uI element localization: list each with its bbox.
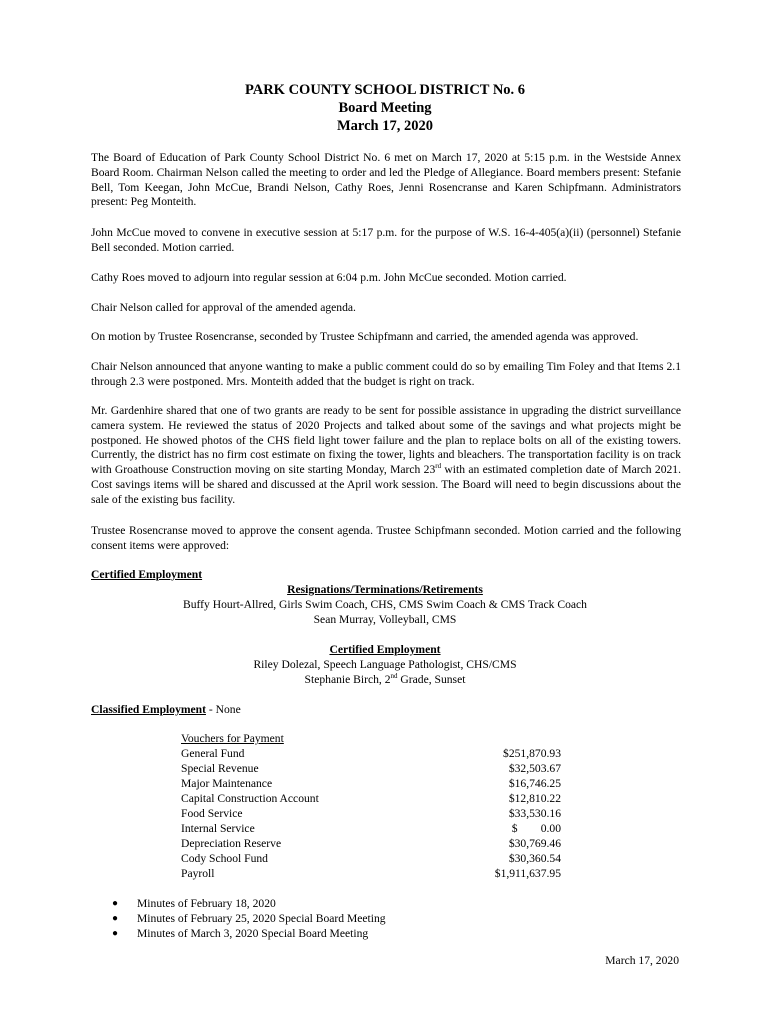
voucher-row [181,851,561,866]
certified-heading [91,568,681,583]
classified-heading-text: Classified Employment [91,703,206,716]
voucher-label: Payroll [181,867,215,880]
minutes-item-text: Minutes of February 25, 2020 Special Board Meeting [137,912,386,925]
paragraph-executive-session: John McCue moved to convene in executive session at 5:17 p.m. for the purpose of W.S. 16-4-405(a)(ii) (personnel) Stefanie Bell seconded. Motion carried. [91,226,681,254]
voucher-amount: $ 0.00 [511,822,561,835]
voucher-row [181,866,561,881]
hire-item: Riley Dolezal, Speech Language Pathologist, CHS/CMS [253,658,517,671]
vouchers-title-row [181,731,561,746]
voucher-amount: $30,360.54 [508,852,561,865]
voucher-row [181,806,561,821]
ordinal-suffix: nd [390,672,398,680]
voucher-label: Special Revenue [181,762,259,775]
ordinal-suffix: rd [435,462,442,471]
voucher-amount: $33,530.16 [508,807,561,820]
minutes-list [112,896,386,941]
meeting-title: Board Meeting [338,100,432,116]
voucher-label: Capital Construction Account [181,792,319,805]
voucher-amount: $30,769.46 [508,837,561,850]
facilities-text-part1: Mr. Gardenhire shared that one of two grants are ready to be sent for possible assistance in upgrading the district surveillance camera system. He reviewed the status of 2020 Projects and talked about some of the savings and what projects might be postponed. He showed photos of the CHS field light tower failure and the plan to replace bolts on all of the existing towers. Currently, the district has no firm cost estimate on fixing the tower, lights and bleachers. The transportation facility is on track with Groathouse Construction moving on site starting Monday, March 23 [91,404,681,477]
voucher-row [181,791,561,806]
hire-item [0,673,770,688]
voucher-label: Depreciation Reserve [181,837,282,850]
voucher-label: Cody School Fund [181,852,268,865]
facilities-text-part2: with an estimated completion date of March 2021. Cost savings items will be shared and discussed at the April work session. The Board will need to begin discussions about the sale of the existing bus facility. [91,463,681,506]
voucher-amount: $16,746.25 [508,777,561,790]
minutes-item-text: Minutes of March 3, 2020 Special Board Meeting [137,927,369,940]
hire-text-part1: Stephanie Birch, 2 [304,673,391,686]
paragraph-call-to-order: The Board of Education of Park County School District No. 6 met on March 17, 2020 at 5:15 p.m. in the Westside Annex Board Room. Chairman Nelson called the meeting to order and led the Pledge of Allegiance. Board members present: Stefanie Bell, Tom Keegan, John McCue, Brandi Nelson, Cathy Roes, Jenni Rosencranse and Karen Schipfmann. Administrators present: Peg Monteith. [91,151,681,209]
list-item [112,926,386,941]
voucher-amount: $251,870.93 [503,747,561,760]
list-item [112,896,386,911]
district-title: PARK COUNTY SCHOOL DISTRICT No. 6 [244,82,526,98]
meeting-date: March 17, 2020 [337,118,433,134]
certified-employment-subheading [0,643,770,658]
voucher-amount: $1,911,637.95 [494,867,561,880]
voucher-label: Major Maintenance [181,777,273,790]
paragraph-public-comment: Chair Nelson announced that anyone wanting to make a public comment could do so by emailing Tim Foley and that Items 2.1 through 2.3 were postponed. Mrs. Monteith added that the budget is right on track. [91,360,681,388]
classified-suffix: - None [205,703,241,716]
list-item [112,911,386,926]
hire-text-part2: Grade, Sunset [397,673,466,686]
voucher-row [181,836,561,851]
paragraph-regular-session: Cathy Roes moved to adjourn into regular session at 6:04 p.m. John McCue seconded. Motion carried. [91,271,567,284]
bullet-icon: ● [112,928,119,939]
voucher-label: Internal Service [181,822,255,835]
classified-heading [91,703,681,718]
resignations-heading-text: Resignations/Terminations/Retirements [287,583,483,596]
footer-date: March 17, 2020 [605,954,679,967]
paragraph-consent-agenda: Trustee Rosencranse moved to approve the consent agenda. Trustee Schipfmann seconded. Motion carried and the following consent items were approved: [91,524,681,552]
bullet-icon: ● [112,898,119,909]
voucher-label: General Fund [181,747,245,760]
voucher-row [181,776,561,791]
paragraph-agenda-call: Chair Nelson called for approval of the amended agenda. [91,301,356,314]
voucher-row [181,761,561,776]
paragraph-facilities-report [91,404,681,508]
voucher-label: Food Service [181,807,243,820]
resignation-item: Buffy Hourt-Allred, Girls Swim Coach, CHS, CMS Swim Coach & CMS Track Coach [183,598,587,611]
paragraph-agenda-approved: On motion by Trustee Rosencranse, seconded by Trustee Schipfmann and carried, the amended agenda was approved. [91,330,639,343]
resignation-item: Sean Murray, Volleyball, CMS [313,613,457,626]
minutes-item-text: Minutes of February 18, 2020 [137,897,276,910]
voucher-row [181,746,561,761]
voucher-amount: $32,503.67 [508,762,561,775]
vouchers-table [181,731,561,881]
certified-heading-text: Certified Employment [91,568,203,581]
bullet-icon: ● [112,913,119,924]
voucher-amount: $12,810.22 [508,792,561,805]
resignations-heading [0,583,770,598]
document-header [0,81,770,135]
vouchers-title: Vouchers for Payment [181,732,284,745]
voucher-row [181,821,561,836]
certified-employment-subheading-text: Certified Employment [329,643,441,656]
